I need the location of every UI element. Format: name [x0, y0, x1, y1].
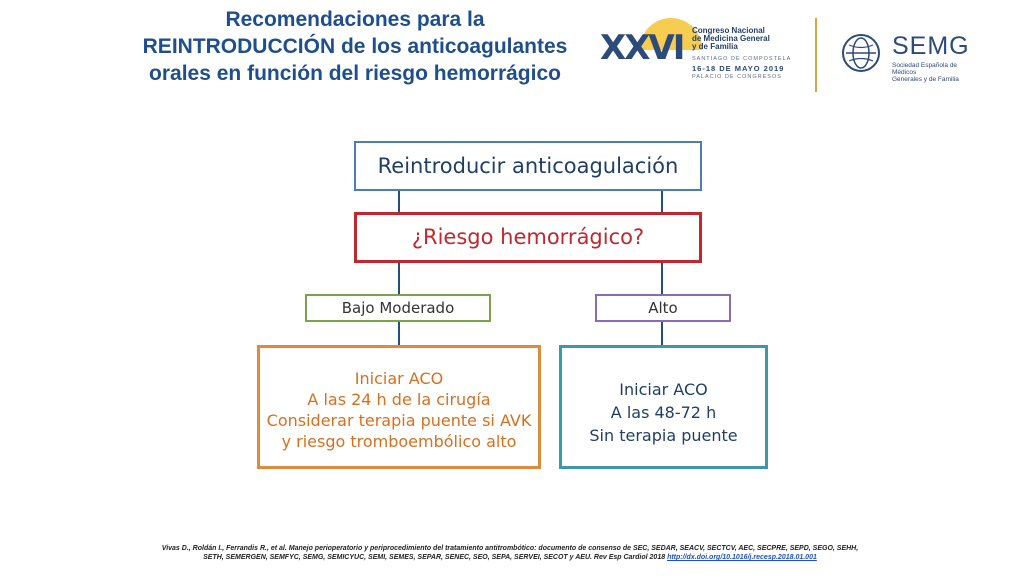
low-result-line-3: Considerar terapia puente si AVK — [266, 411, 532, 430]
doi-link[interactable]: http://dx.doi.org/10.1016/j.recesp.2018.01.001 — [667, 554, 817, 561]
logo-divider — [815, 18, 817, 92]
title-line-2: REINTRODUCCIÓN de los anticoagulantes — [142, 35, 568, 58]
title-line-1: Recomendaciones para la — [225, 8, 485, 31]
high-result-line-1: Iniciar ACO — [619, 380, 708, 399]
congress-dates: 16-18 DE MAYO 2019 — [692, 64, 785, 73]
semg-acronym: SEMG — [892, 32, 970, 60]
semg-logo — [842, 30, 982, 83]
slide-title — [120, 6, 590, 87]
branch-high: Alto — [595, 294, 731, 322]
congress-venue: PALACIO DE CONGRESOS — [692, 74, 782, 80]
semg-fullname: Sociedad Española de Médicos Generales y de Familia — [892, 62, 959, 83]
connector-question-low — [398, 263, 400, 294]
low-result-line-1: Iniciar ACO — [354, 369, 444, 388]
start-box: Reintroducir anticoagulación — [354, 141, 702, 191]
connector-start-left — [398, 191, 400, 212]
congress-name: Congreso Nacional de Medicina General y de Familia — [692, 26, 770, 51]
connector-high-result — [661, 322, 663, 345]
high-result-line-2: A las 48-72 h — [610, 403, 717, 422]
connector-low-result — [398, 322, 400, 345]
reference-line-1: Vivas D., Roldán I., Ferrandis R., et al. Manejo perioperatorio y periprocedimiento del tratamiento antitrombótico: documento de consenso de SEC, SEDAR, SEACV, SECTCV, AEC, SECPRE, SEPD, SEGO, SEHH, — [161, 545, 859, 552]
connector-start-right — [661, 191, 663, 212]
connector-question-high — [661, 263, 663, 294]
high-result-line-3: Sin terapia puente — [589, 426, 738, 445]
reference-citation — [110, 544, 910, 562]
question-box: ¿Riesgo hemorrágico? — [354, 212, 702, 263]
reference-line-2: SETH, SEMERGEN, SEMFYC, SEMG, SEMICYUC, SEMI, SEMES, SEPAR, SENEC, SEO, SEPA, SERVEI, SECOT y AEU. Rev Esp Cardiol 2018 http://dx.doi.org/10.1016/j.recesp.2018.01.001 — [203, 554, 817, 561]
low-result-box — [257, 345, 541, 469]
high-result-box — [559, 345, 768, 469]
low-result-line-2: A las 24 h de la cirugía — [307, 390, 491, 409]
branch-low-moderate: Bajo Moderado — [305, 294, 491, 322]
congress-logo — [600, 18, 800, 82]
low-result-line-4: y riesgo tromboembólico alto — [281, 432, 517, 451]
congress-city: SANTIAGO DE COMPOSTELA — [692, 56, 792, 62]
congress-numeral: XXVI — [600, 28, 684, 68]
globe-icon — [842, 34, 880, 72]
title-line-3: orales en función del riesgo hemorrágico — [149, 62, 561, 85]
